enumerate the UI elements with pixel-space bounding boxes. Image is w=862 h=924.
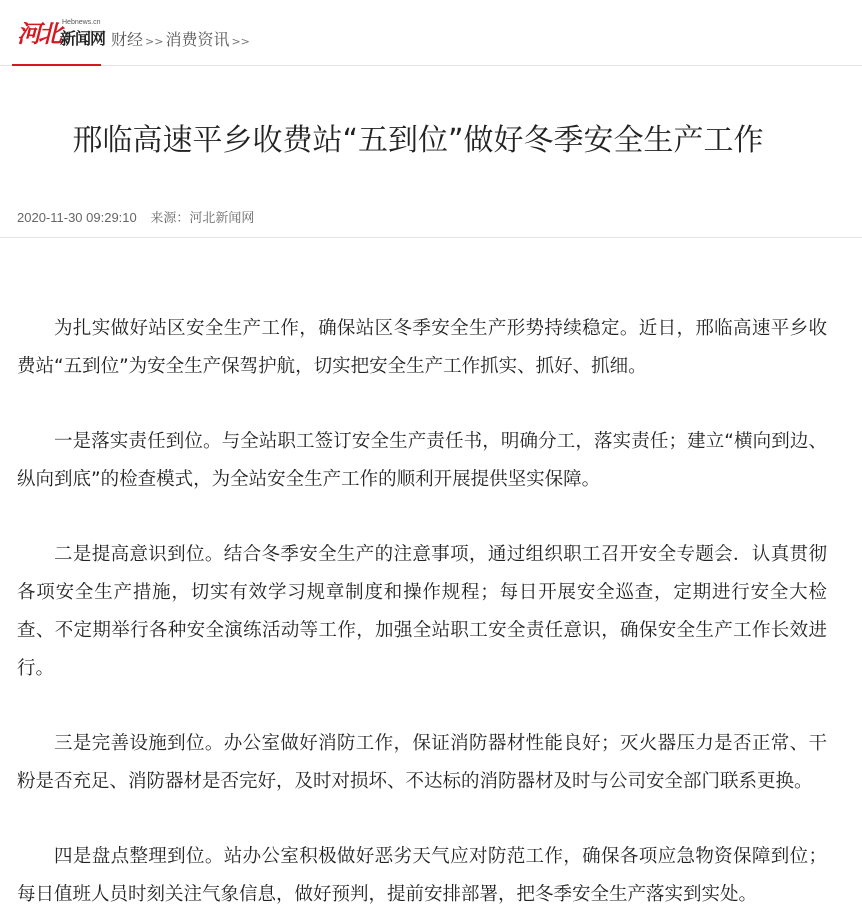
article-paragraph: 为扎实做好站区安全生产工作，确保站区冬季安全生产形势持续稳定。近日，邢临高速平乡收费站“五到位”为安全生产保驾护航，切实把安全生产工作抓实、抓好、抓细。 [17,318,827,377]
site-header [0,0,862,66]
article-meta [17,209,254,227]
breadcrumb-item-finance[interactable]: 财经 [111,30,144,49]
source-name: 河北新闻网 [189,210,255,225]
breadcrumb-separator: >> [145,35,164,48]
article-body [17,310,827,924]
logo-domain: Hebnews.cn [62,19,101,26]
source-label: 来源： [150,210,190,225]
logo-brush-text: 河北 [17,19,59,48]
breadcrumb-separator: >> [231,35,250,48]
header-accent-line [12,64,101,66]
article-source [150,210,254,225]
article-title: 邢临高速平乡收费站“五到位”做好冬季安全生产工作 [72,123,764,158]
site-logo[interactable] [17,16,107,56]
meta-divider [0,237,862,238]
breadcrumb-item-consumer-news[interactable]: 消费资讯 [165,30,230,49]
article-paragraph: 三是完善设施到位。办公室做好消防工作，保证消防器材性能良好；灭火器压力是否正常、干粉是否充足、消防器材是否完好，及时对损坏、不达标的消防器材及时与公司安全部门联系更换。 [17,733,827,792]
article-datetime: 2020-11-30 09:29:10 [17,210,137,225]
article-paragraph: 二是提高意识到位。结合冬季安全生产的注意事项，通过组织职工召开安全专题会．认真贯彻各项安全生产措施，切实有效学习规章制度和操作规程；每日开展安全巡查，定期进行安全大检查、不定期举行各种安全演练活动等工作，加强全站职工安全责任意识，确保安全生产工作长效进行。 [17,544,827,679]
article-paragraph: 一是落实责任到位。与全站职工签订安全生产责任书，明确分工，落实责任；建立“横向到边、纵向到底”的检查模式，为全站安全生产工作的顺利开展提供坚实保障。 [17,431,827,490]
logo-site-name: 新闻网 [60,29,106,48]
article-paragraph: 四是盘点整理到位。站办公室积极做好恶劣天气应对防范工作，确保各项应急物资保障到位；每日值班人员时刻关注气象信息，做好预判，提前安排部署，把冬季安全生产落实到实处。 [17,846,827,905]
breadcrumb [111,30,252,52]
